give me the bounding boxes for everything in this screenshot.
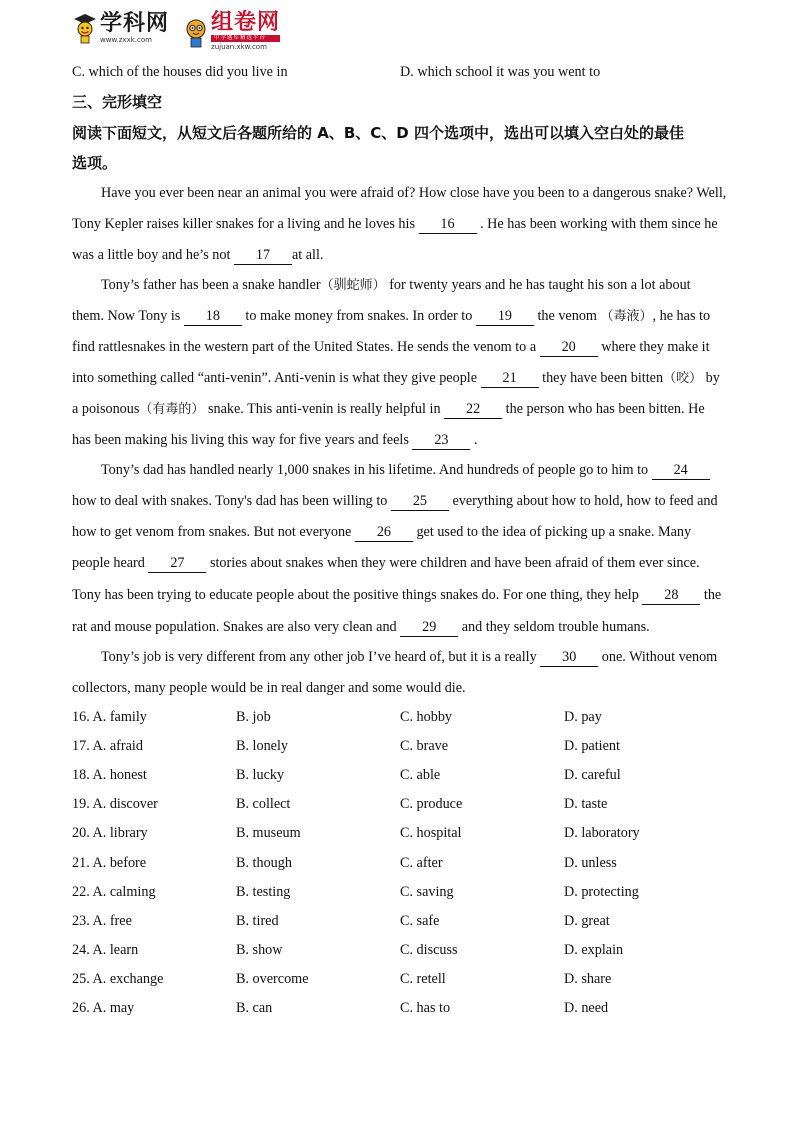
prev-option-d: D. which school it was you went to [400,64,601,80]
instruction-line-1: 阅读下面短文，从短文后各题所给的 A、B、C、D 四个选项中，选出可以填入空白处的最佳 [72,124,684,142]
option-c[interactable]: C. has to [400,1000,451,1016]
zujuan-tagline: 中学题库精选平台 [211,35,280,42]
option-row [72,853,728,873]
blank-16[interactable]: 16 [419,216,477,234]
header-logos [72,10,281,51]
option-d[interactable]: D. share [564,970,612,987]
option-row [72,998,728,1018]
passage-line: find rattlesnakes in the western part of the United States. He sends the venom to a 20 where they make it [72,339,710,355]
passage-line: into something called “anti-venin”. Anti-venin is what they give people 21 they have been bitten（咬） by [72,370,720,386]
option-row [72,882,728,902]
passage-line: rat and mouse population. Snakes are also very clean and 29 and they seldom trouble humans. [72,619,650,635]
option-d[interactable]: D. careful [564,767,621,784]
blank-17[interactable]: 17 [234,247,292,265]
option-c[interactable]: C. able [400,767,441,784]
option-c[interactable]: C. discuss [400,941,458,958]
blank-28[interactable]: 28 [642,587,700,605]
zujuan-logo [183,12,280,51]
option-row [72,794,728,814]
option-c[interactable]: C. after [400,854,443,871]
option-row [72,707,728,727]
option-d[interactable]: D. laboratory [564,825,640,842]
passage-line: collectors, many people would be in real danger and some would die. [72,680,466,696]
option-c[interactable]: C. safe [400,912,440,929]
passage-line: them. Now Tony is 18 to make money from snakes. In order to 19 the venom （毒液）, he has to [72,308,711,324]
blank-29[interactable]: 29 [400,619,458,637]
option-d[interactable]: D. unless [564,854,617,871]
blank-25[interactable]: 25 [391,493,449,511]
passage-line: Tony has been trying to educate people about the positive things snakes do. For one thing, they help 28 the [72,587,722,603]
option-a[interactable]: 16. A. family [72,709,147,725]
blank-21[interactable]: 21 [481,370,539,388]
prev-option-c: C. which of the houses did you live in [72,64,288,80]
option-a[interactable]: 21. A. before [72,854,147,871]
option-a[interactable]: 17. A. afraid [72,738,143,755]
passage-line: Tony’s job is very different from any other job I’ve heard of, but it is a really 30 one. Without venom [101,649,718,665]
blank-23[interactable]: 23 [412,432,470,450]
option-b[interactable]: B. tired [236,912,279,929]
zujuan-brand: 组卷网 [211,10,281,35]
option-a[interactable]: 18. A. honest [72,767,147,784]
passage-line: how to deal with snakes. Tony's dad has been willing to 25 everything about how to hold, how to feed and [72,493,718,509]
option-b[interactable]: B. show [236,941,283,958]
option-a[interactable]: 23. A. free [72,912,132,929]
option-row [72,940,728,960]
option-b[interactable]: B. collect [236,796,291,813]
option-d[interactable]: D. patient [564,738,620,755]
option-row [72,969,728,989]
passage-line: Tony Kepler raises killer snakes for a living and he loves his 16 . He has been working with them since he [72,216,718,232]
blank-22[interactable]: 22 [444,401,502,419]
passage-line: Have you ever been near an animal you were afraid of? How close have you been to a dangerous snake? Well, [101,185,727,201]
blank-27[interactable]: 27 [148,555,206,573]
zxxk-url: www.zxxk.com [100,35,152,44]
option-a[interactable]: 24. A. learn [72,941,139,958]
option-c[interactable]: C. retell [400,970,446,987]
option-row [72,765,728,785]
previous-question-options [72,62,728,82]
option-a[interactable]: 22. A. calming [72,883,156,900]
option-b[interactable]: B. lonely [236,738,289,755]
option-c[interactable]: C. produce [400,796,463,813]
option-a[interactable]: 26. A. may [72,1000,135,1016]
blank-20[interactable]: 20 [540,339,598,357]
option-c[interactable]: C. brave [400,738,449,755]
blank-19[interactable]: 19 [476,308,534,326]
option-row [72,736,728,756]
option-a[interactable]: 19. A. discover [72,796,158,813]
passage-line: was a little boy and he’s not 17 at all. [72,247,324,263]
option-c[interactable]: C. hospital [400,825,462,842]
option-c[interactable]: C. saving [400,883,454,900]
option-d[interactable]: D. need [564,1000,609,1016]
student-mascot-icon [183,16,209,48]
option-d[interactable]: D. great [564,912,610,929]
passage-line: a poisonous（有毒的） snake. This anti-venin is really helpful in 22 the person who has been bitten. He [72,401,705,417]
option-b[interactable]: B. testing [236,883,291,900]
option-a[interactable]: 25. A. exchange [72,970,164,987]
passage-line: Tony’s father has been a snake handler（驯蛇师） for twenty years and he has taught his son a lot about [101,277,691,293]
blank-18[interactable]: 18 [184,308,242,326]
option-b[interactable]: B. museum [236,825,301,842]
option-d[interactable]: D. pay [564,709,602,725]
passage-line: has been making his living this way for five years and feels 23 . [72,432,478,448]
option-b[interactable]: B. can [236,1000,273,1016]
option-row [72,823,728,843]
option-d[interactable]: D. taste [564,796,608,813]
option-row [72,911,728,931]
option-a[interactable]: 20. A. library [72,825,148,842]
zujuan-url: zujuan.xkw.com [211,43,267,51]
blank-30[interactable]: 30 [540,649,598,667]
option-b[interactable]: B. overcome [236,970,309,987]
option-c[interactable]: C. hobby [400,709,453,725]
option-b[interactable]: B. though [236,854,292,871]
section-title: 三、完形填空 [72,93,163,111]
zxxk-logo [72,12,169,44]
graduate-mascot-icon [72,12,98,44]
option-b[interactable]: B. job [236,709,271,725]
passage-line: Tony’s dad has handled nearly 1,000 snakes in his lifetime. And hundreds of people go to him to 24 [72,460,728,480]
instruction-line-2: 选项。 [72,154,118,172]
passage-line: how to get venom from snakes. But not everyone 26 get used to the idea of picking up a snake. Many [72,524,692,540]
blank-24[interactable]: 24 [652,462,710,480]
option-d[interactable]: D. explain [564,941,624,958]
option-d[interactable]: D. protecting [564,883,639,900]
zxxk-brand: 学科网 [100,10,170,36]
blank-26[interactable]: 26 [355,524,413,542]
option-b[interactable]: B. lucky [236,767,285,784]
passage-line: people heard 27 stories about snakes when they were children and have been afraid of them ever since. [72,555,700,571]
